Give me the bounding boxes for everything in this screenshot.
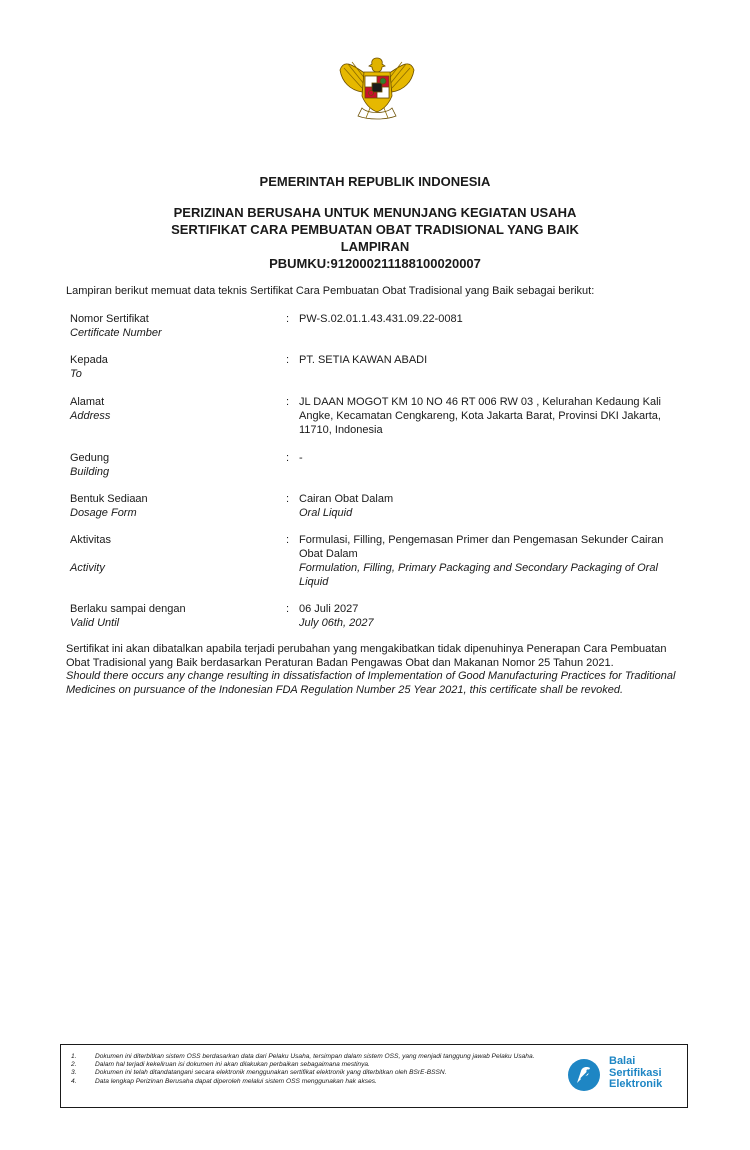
field-label-en: Building <box>70 466 110 478</box>
note-text: Dalam hal terjadi kekeliruan isi dokumen ini akan dilakukan perbaikan sebagaimana mestinya. <box>95 1061 370 1069</box>
note-number: 3. <box>71 1069 77 1077</box>
revocation-text-en: Should there occurs any change resulting in dissatisfaction of Implementation of Good Manufacturing Practices for Traditional Medicines on pursuance of the Indonesian FDA Regulation Number 25 Year 2021, this certificate shall be revoked. <box>66 670 676 696</box>
intro-text: Lampiran berikut memuat data teknis Sertifikat Cara Pembuatan Obat Tradisional yang Baik sebagai berikut: <box>66 285 595 297</box>
heading-line: SERTIFIKAT CARA PEMBUATAN OBAT TRADISIONAL YANG BAIK <box>171 222 579 237</box>
revocation-text-id: Sertifikat ini akan dibatalkan apabila terjadi perubahan yang mengakibatkan tidak dipenuhinya Penerapan Cara Pembuatan Obat Tradisional yang Baik berdasarkan Peraturan Badan Pengawas Obat dan Makanan Nomor 25 Tahun 2021. <box>66 643 667 669</box>
note-number: 1. <box>71 1053 77 1060</box>
field-label-en: Dosage Form <box>70 507 137 519</box>
logo-line: Balai <box>609 1055 636 1067</box>
field-colon: : <box>286 313 290 325</box>
field-label-en: Address <box>70 410 111 422</box>
field-label-en: To <box>70 368 82 380</box>
field-colon: : <box>286 452 290 464</box>
bsre-logo-text <box>609 1056 662 1091</box>
footer-notes <box>71 1053 561 1086</box>
field-colon: : <box>286 396 290 408</box>
field-value: Formulasi, Filling, Pengemasan Primer dan Pengemasan Sekunder Cairan Obat Dalam <box>299 534 664 560</box>
footer-note <box>71 1061 561 1069</box>
document-heading <box>0 204 750 272</box>
field-label: Aktivitas <box>70 534 111 546</box>
field-label-en: Valid Until <box>70 617 120 629</box>
field-colon: : <box>286 603 290 615</box>
revocation-statement <box>66 643 686 697</box>
field-value: Cairan Obat Dalam <box>299 493 394 505</box>
logo-line: Sertifikasi <box>609 1066 662 1079</box>
field-value-en: Formulation, Filling, Primary Packaging and Secondary Packaging of Oral Liquid <box>299 562 658 588</box>
field-colon: : <box>286 493 290 505</box>
heading-line: PERIZINAN BERUSAHA UNTUK MENUNJANG KEGIATAN USAHA <box>173 205 577 220</box>
footer-notes-box <box>60 1044 688 1108</box>
footer-note <box>71 1069 561 1077</box>
field-label: Nomor Sertifikat <box>70 313 149 325</box>
field-value: PT. SETIA KAWAN ABADI <box>299 354 428 366</box>
note-text: Dokumen ini telah ditandatangani secara elektronik menggunakan sertifikat elektronik yang diterbitkan oleh BSrE-BSSN. <box>95 1069 447 1077</box>
note-text: Dokumen ini diterbitkan sistem OSS berdasarkan data dari Pelaku Usaha, tersimpan dalam sistem OSS, yang menjadi tanggung jawab Pelaku Usaha. <box>95 1053 535 1060</box>
field-label: Gedung <box>70 452 110 464</box>
field-label: Berlaku sampai dengan <box>70 603 186 615</box>
field-value: 06 Juli 2027 <box>299 603 359 615</box>
footer-note <box>71 1078 561 1086</box>
field-value: JL DAAN MOGOT KM 10 NO 46 RT 006 RW 03 , Kelurahan Kedaung Kali Angke, Kecamatan Cengkareng, Kota Jakarta Barat, Provinsi DKI Jakarta, 11710, Indonesia <box>299 396 661 436</box>
field-value-en: Oral Liquid <box>299 507 353 519</box>
footer-note <box>71 1053 561 1061</box>
field-value-en: July 06th, 2027 <box>299 617 374 629</box>
field-label: Bentuk Sediaan <box>70 493 148 505</box>
logo-line: Elektronik <box>609 1078 663 1090</box>
heading-line: PBUMKU:91200021118810002000​7 <box>269 256 481 271</box>
bsre-logo-icon <box>567 1055 601 1095</box>
government-title: PEMERINTAH REPUBLIK INDONESIA <box>259 174 491 189</box>
heading-line: LAMPIRAN <box>340 239 410 254</box>
field-colon: : <box>286 354 290 366</box>
field-colon: : <box>286 534 290 546</box>
field-label-en: Activity <box>70 562 105 574</box>
garuda-emblem-icon <box>336 52 418 124</box>
field-value: - <box>299 452 303 464</box>
field-label: Kepada <box>70 354 108 366</box>
note-number: 2. <box>71 1061 77 1069</box>
note-number: 4. <box>71 1077 77 1085</box>
field-value: PW-S.02.01.1.43.431.09.22-0081 <box>299 313 463 325</box>
note-text: Data lengkap Perizinan Berusaha dapat diperoleh melalui sistem OSS menggunakan hak akses. <box>95 1077 377 1085</box>
field-label-en: Certificate Number <box>70 327 162 339</box>
field-label: Alamat <box>70 396 105 408</box>
